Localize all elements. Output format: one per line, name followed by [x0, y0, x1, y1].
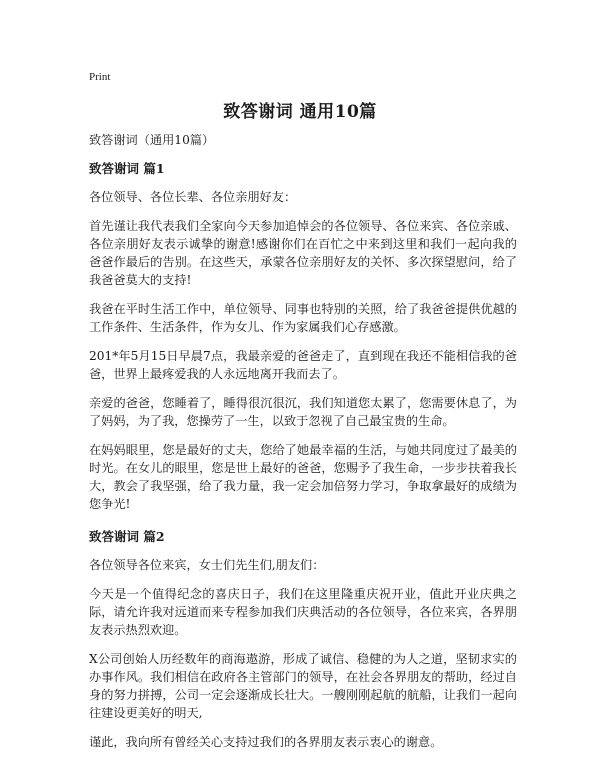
- section-1: [89, 160, 517, 513]
- paragraph: 201*年5月15日早晨7点，我最亲爱的爸爸走了，直到现在我还不能相信我的爸爸，世界上最疼爱我的人永远地离开我而去了。: [89, 349, 517, 381]
- section-2: [89, 528, 517, 751]
- print-label: Print: [89, 71, 111, 83]
- paragraph: X公司创始人历经数年的商海遨游，形成了诚信、稳健的为人之道，坚韧求实的办事作风。我们相信在政府各主管部门的领导，在社会各界朋友的帮助，经过自身的努力拼搏，公司一定会逐渐成长壮大。一艘刚刚起航的航船，让我们一起向往建设更美好的明天,: [89, 652, 517, 720]
- paragraph: 亲爱的爸爸，您睡着了，睡得很沉很沉，我们知道您太累了，您需要休息了，为了妈妈，为了我，您操劳了一生，以致于忽视了自己最宝贵的生命。: [89, 396, 517, 428]
- page-title: 致答谢词 通用10篇: [223, 102, 377, 122]
- paragraph: 首先谨让我代表我们全家向今天参加追悼会的各位领导、各位来宾、各位亲戚、各位亲朋好友表示诚挚的谢意!感谢你们在百忙之中来到这里和我们一起向我的爸爸作最后的告别。在这些天，承蒙各位亲朋好友的关怀、多次探望慰问，给了我爸爸莫大的支持!: [89, 219, 517, 287]
- section-heading: 致答谢词 篇2: [89, 529, 165, 544]
- document-body: [89, 131, 517, 762]
- paragraph: 我爸在平时生活工作中，单位领导、同事也特别的关照，给了我爸爸提供优越的工作条件、生活条件，作为女儿、作为家属我们心存感激。: [89, 302, 517, 334]
- document-subtitle: 致答谢词（通用10篇）: [89, 133, 215, 147]
- paragraph: 各位领导各位来宾，女士们先生们,朋友们：: [89, 558, 325, 572]
- paragraph: 在妈妈眼里，您是最好的丈夫，您给了她最幸福的生活，与她共同度过了最美的时光。在女儿的眼里，您是世上最好的爸爸，您赐予了我生命，一步步扶着我长大，教会了我坚强，给了我力量，我一定会加倍努力学习，争取拿最好的成绩为您争光!: [89, 443, 517, 511]
- paragraph: 谨此，我向所有曾经关心支持过我们的各界朋友表示衷心的谢意。: [89, 735, 443, 749]
- section-heading: 致答谢词 篇1: [89, 161, 165, 176]
- paragraph: 今天是一个值得纪念的喜庆日子，我们在这里隆重庆祝开业，值此开业庆典之际，请允许我对远道而来专程参加我们庆典活动的各位领导，各位来宾，各界朋友表示热烈欢迎。: [89, 587, 517, 637]
- paragraph: 各位领导、各位长辈、各位亲朋好友：: [89, 190, 297, 204]
